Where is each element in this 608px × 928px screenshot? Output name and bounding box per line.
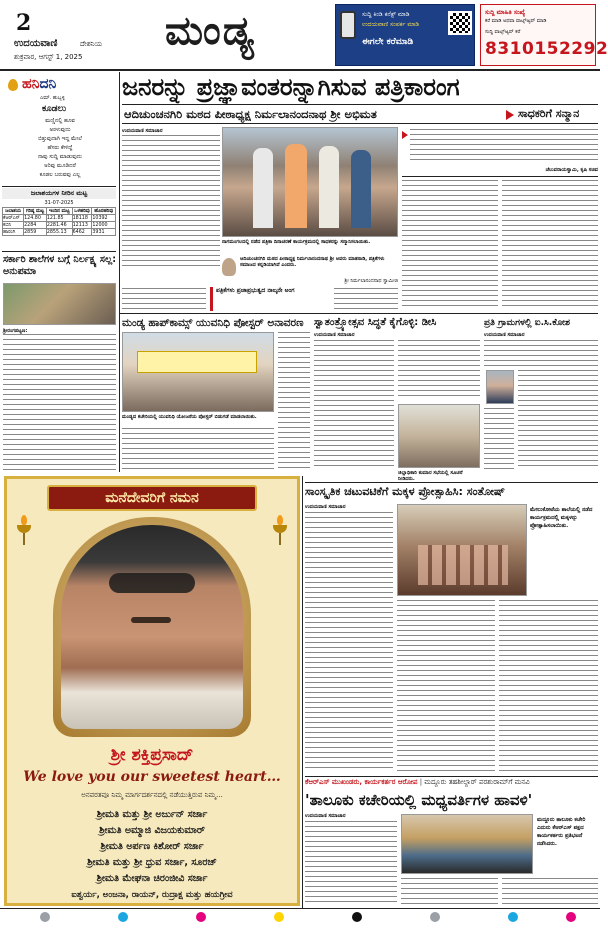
obituary-ad (4, 476, 300, 906)
registration-mark (40, 912, 50, 922)
reservoir-title: ಜಲಾಶಯಗಳ ನೀರಿನ ಮಟ್ಟ (2, 188, 116, 199)
deceased-name: ಶ್ರೀ ಶಕ್ತಿಪ್ರಸಾದ್ (110, 745, 194, 765)
family-member: ಶ್ರೀಮತಿ ಮತ್ತು ಶ್ರೀ ಧ್ರುವ ಸರ್ಜಾ, ಸೂರಜ್ (87, 857, 217, 868)
culture-headline: ಸಾಂಸ್ಕೃತಿಕ ಚಟುವಟಿಕೆಗೆ ಮಕ್ಕಳ ಪ್ರೋತ್ಸಾಹಿಸಿ: ಸಂತೋಷ್ (305, 485, 505, 498)
registration-mark (508, 912, 518, 922)
table-cell: 3931 (92, 229, 116, 236)
dc-caption: ಜಿಲ್ಲಾಧಿಕಾರಿ ಕುಮಾರ ಸಭೆಯಲ್ಲಿ ಸೂಚನೆ ನೀಡಿದರು. (398, 470, 463, 482)
portrait-photo (61, 525, 243, 729)
district-name: ಮಂಡ್ಯ (165, 8, 256, 54)
dc-photo (398, 404, 480, 468)
poem-lines (6, 117, 114, 180)
table-header: ಒಳಹರಿವು (72, 208, 92, 215)
honey-title-b: ದನಿ (39, 76, 57, 92)
main-subheadline: ಆದಿಚುಂಚನಗಿರಿ ಮಠದ ಪೀಠಾಧ್ಯಕ್ಷ ನಿರ್ಮಲಾನಂದನಾಥ ಶ್ರೀ ಅಭಿಮತ (124, 107, 377, 121)
family-member: ಶ್ರೀಮತಿ ಅಮ್ಮಾಜಿ ವಿಜಯಕುಮಾರ್ (99, 825, 205, 836)
edition-label: ದೇಶನಿಯ (80, 40, 103, 48)
table-row (3, 222, 116, 229)
qr-code-icon (448, 11, 472, 35)
phone-icon (340, 11, 356, 39)
pull-quote: ಪತ್ರಿಕೆಗಳು ಪ್ರಜಾಪ್ರಭುತ್ವದ ನಾಲ್ಕನೇ ಅಂಗ (216, 287, 295, 294)
honey-title (22, 76, 56, 92)
portrait-frame (53, 517, 251, 737)
ad1-line2: ಉದಯವಾಣಿ ಸಂಪರ್ಕ ಮಾಡಿ (362, 21, 419, 28)
ad1-line3: ಈಗಲೇ ಕರೆಮಾಡಿ (362, 37, 414, 47)
table-cell: 2284 (24, 222, 47, 229)
puja-caption: ಮಂಡ್ಯದ ಕಚೇರಿಯಲ್ಲಿ ಯುವನಿಧಿ ಯೋಜನೆಯ ಪೋಸ್ಟರ್ ಬಿಡುಗಡೆ ಮಾಡಲಾಯಿತು. (122, 414, 257, 420)
ic-byline: ಉದಯವಾಣಿ ಸಮಾಚಾರ (484, 332, 525, 338)
puja-headline: ಮಂಡ್ಯ ಹಾಪ್‌ಕಾಮ್ಸ್ ಯುವನಿಧಿ ಪೋಸ್ಟರ್ ಅನಾವರಣ (122, 317, 304, 329)
pull-quote-box (210, 287, 330, 311)
dc-headline: ಸ್ವಾತಂತ್ರ್ಯೋತ್ಸವ ಸಿದ್ಧತೆ ಕೈಗೊಳ್ಳಿ: ಡೀಸಿ (314, 317, 437, 328)
sidebar-byline: ಚೆಲುವರಾಯಸ್ವಾಮಿ, ಕೃಷಿ ಸಚಿವ (545, 167, 598, 173)
honey-box (0, 73, 118, 185)
col1-dateline: ಶ್ರೀರಂಗಪಟ್ಟಣ: (3, 328, 28, 334)
date-line: ಶುಕ್ರವಾರ, ಆಗಸ್ಟ್ 1, 2025 (14, 53, 83, 61)
table-cell: ಹಾರಂಗಿ (3, 229, 24, 236)
registration-mark (118, 912, 128, 922)
registration-mark (274, 912, 284, 922)
table-header: ಹೊರಹರಿವು (92, 208, 116, 215)
main-subheadline-bar (122, 104, 598, 124)
poem-line: ಅರಿವು ಮೂಡಿದರೆ (44, 163, 76, 169)
table-header: ಗರಿಷ್ಠ ಮಟ್ಟ (24, 208, 47, 215)
poem-line: ಅರಳುವುದು (49, 127, 71, 133)
culture-caption: ಮೇಲುಕೋಟೆಯ ಶಾಲೆಯಲ್ಲಿ ನಡೆದ ಕಾರ್ಯಕ್ರಮದಲ್ಲಿ ಮಕ್ಕಳನ್ನು ಪ್ರೋತ್ಸಾಹಿಸಲಾಯಿತು. (530, 507, 593, 529)
phone-caption: ಸುದ್ದಿ ವಾಟ್ಸ್ಆ್ಯಪ್ ಕರೆ (485, 29, 521, 35)
masthead-ad-1 (335, 4, 475, 66)
main-photo (222, 127, 398, 237)
registration-mark (430, 912, 440, 922)
table-cell: 2859 (24, 229, 47, 236)
bottom-kicker-red: ಕೆಆರ್‌ಎಸ್ ಮುಖಂಡರು, ಕಾರ್ಯಕರ್ತರ ಆರೋಪ (305, 778, 418, 786)
family-list (7, 807, 297, 903)
registration-mark (196, 912, 206, 922)
culture-photo (397, 504, 527, 596)
table-cell: 121.85 (46, 215, 72, 222)
sidebar-bullet-icon (402, 131, 408, 139)
ic-headline: ಪ್ರತಿ ಗ್ರಾಮಗಳಲ್ಲಿ ಐ.ಸಿ.ಕೋಶ (484, 318, 570, 328)
poem-line: ನಾವು ಸುದ್ದಿ ಮಾಡುವುದು (38, 154, 82, 160)
table-cell: 18118 (72, 215, 92, 222)
tag-arrow-icon (506, 110, 514, 120)
table-cell: 6462 (72, 229, 92, 236)
quote-byline: ಶ್ರೀ ನಿರ್ಮಲಾನಂದನಾಥ ಸ್ವಾಮೀಜಿ (344, 278, 398, 284)
page-number: 2 (16, 10, 32, 36)
obituary-title: ಮನೆದೇವರಿಗೆ ನಮನ (105, 490, 199, 506)
oil-lamp-right-icon (273, 515, 287, 545)
masthead-ad-2 (480, 4, 608, 66)
culture-byline: ಉದಯವಾಣಿ ಸಮಾಚಾರ (305, 504, 346, 510)
table-cell: 2855.13 (46, 229, 72, 236)
masthead (0, 0, 608, 70)
bottom-byline: ಉದಯವಾಣಿ ಸಮಾಚಾರ (305, 813, 346, 819)
registration-mark (566, 912, 576, 922)
quote-text: ಆದಿಚುಂಚನಗಿರಿ ಮಠದ ಪೀಠಾಧ್ಯಕ್ಷ ನಿರ್ಮಲಾನಂದನಾಥ ಶ್ರೀ ಅವರು ಮಾತನಾಡಿ, ಪತ್ರಿಕೆಗಳು ಸಮಾಜದ ಕನ್ನಡಿಯಾಗಿವೆ ಎಂದರು. (240, 256, 385, 268)
bottom-caption: ಮದ್ದೂರು ತಾಲೂಕು ಕಚೇರಿ ಎದುರು ಕೆಆರ್‌ಎಸ್ ಪಕ್ಷದ ಕಾರ್ಯಕರ್ತರು ಪ್ರತಿಭಟನೆ ನಡೆಸಿದರು. (537, 817, 586, 847)
registration-mark (352, 912, 362, 922)
table-header: ಇಂದಿನ ಮಟ್ಟ (46, 208, 72, 215)
main-tag: ಸಾಧಕರಿಗೆ ಸನ್ಮಾನ (518, 107, 580, 120)
puja-photo (122, 332, 274, 412)
table-header-row (3, 208, 116, 215)
poem-line: ಮಣ್ಣಿನಲ್ಲಿ ಹೂವ (45, 118, 75, 124)
honey-logo-icon (8, 79, 18, 91)
bottom-photo (401, 814, 533, 874)
table-cell: 10392 (92, 215, 116, 222)
table-row (3, 215, 116, 222)
poem-title: ಕೂಡಲು (42, 104, 67, 114)
ad1-line1: ಸುದ್ದಿ ಕಿಂಡಿ ಕನೆಕ್ಟ್ ಮಾಡಿ (362, 11, 410, 18)
ad2-line1: ಸುದ್ದಿ ಮಾಹಿತಿ ಸಂಖ್ಯೆ (485, 9, 526, 16)
main-sidebar (402, 127, 598, 175)
poem-line: ಕೂಡಲ ಬರುವವು ಎಲ್ಲ (39, 172, 81, 178)
phone-number: 8310152292 (485, 39, 608, 59)
family-member: ಶ್ರೀಮತಿ ಮತ್ತು ಶ್ರೀ ಅರ್ಜುನ್ ಸರ್ಜಾ (96, 809, 208, 820)
table-cell: 12000 (92, 222, 116, 229)
col1-photo (3, 283, 116, 325)
reservoir-table (2, 207, 116, 236)
table-cell: 2281.46 (46, 222, 72, 229)
table-cell: ಕೆಆರ್‌ಎಸ್ (3, 215, 24, 222)
main-photo-caption: ನಾಗಮಂಗಲದಲ್ಲಿ ನಡೆದ ಪತ್ರಿಕಾ ದಿನಾಚರಣೆ ಕಾರ್ಯಕ್ರಮದಲ್ಲಿ ಸಾಧಕರನ್ನು ಸನ್ಮಾನಿಸಲಾಯಿತು. (222, 239, 371, 245)
family-member: ಶ್ರೀಮತಿ ಮೇಘನಾ ಚಿರಂಜೀವಿ ಸರ್ಜಾ (96, 873, 208, 884)
poem-line: ಬಿತ್ತುವುದಾಗಿ ಇದ್ದ ಮೇಲೆ (38, 136, 82, 142)
bottom-kicker (305, 778, 598, 789)
bottom-kicker-rest: ಮದ್ದೂರು ತಹಶೀಲ್ದಾರ್ ಪರಶುರಾಮ್‌ಗೆ ಮನವಿ (424, 778, 530, 786)
honey-title-a: ಹನಿ (22, 76, 40, 92)
family-member: ಶ್ರೀಮತಿ ಅರ್ಪಣ ಕಿಶೋರ್ ಸರ್ಜಾ (100, 841, 204, 852)
main-quote (122, 256, 398, 286)
obituary-title-bar (47, 485, 257, 511)
oil-lamp-left-icon (17, 515, 31, 545)
obituary-subline: ಅನವರತವೂ ನಿಮ್ಮ ಮಾರ್ಗದರ್ಶನದಲ್ಲಿ ನಡೆಯುತ್ತಿರುವ ನಿಮ್ಮ... (81, 791, 223, 799)
main-dateline: ಉದಯವಾಣಿ ಸಮಾಚಾರ (122, 128, 163, 134)
kicker-separator: | (419, 778, 423, 786)
table-cell: 124.80 (24, 215, 47, 222)
quote-portrait-icon (222, 258, 236, 276)
table-cell: ಕಬಿನಿ (3, 222, 24, 229)
dc-byline: ಉದಯವಾಣಿ ಸಮಾಚಾರ (314, 332, 355, 338)
family-member: ಐಶ್ವರ್ಯ, ಅಂಜನಾ, ರಾಯನ್, ರುದ್ರಾಕ್ಷ ಮತ್ತು ಹಯಗ್ರೀವ (71, 890, 233, 900)
table-cell: 12113 (72, 222, 92, 229)
main-headline: ಜನರನ್ನು ಪ್ರಜ್ಞಾವಂತರನ್ನಾಗಿಸುವ ಪತ್ರಿಕಾರಂಗ (122, 73, 460, 101)
bottom-headline: 'ತಾಲೂಕು ಕಚೇರಿಯಲ್ಲಿ ಮಧ್ಯವರ್ತಿಗಳ ಹಾವಳಿ' (305, 791, 533, 809)
ad2-line2: ಕರೆ ಮಾಡಿ ಅಥವಾ ವಾಟ್ಸ್ಆ್ಯಪ್ ಮಾಡಿ (485, 18, 547, 24)
paper-name: ಉದಯವಾಣಿ (14, 38, 58, 49)
poem-line: ಹೆಸರು ಕೇಳಿದ್ದೆ (47, 145, 73, 151)
honey-byline: ಎಮ್. ಹುಬ್ಬಳ್ಳಿ (40, 95, 65, 101)
reservoir-date: 31-07-2025 (44, 200, 74, 206)
ic-photo (486, 370, 514, 404)
obituary-tagline: We love you our sweetest heart… (23, 769, 281, 785)
reservoir-box (2, 188, 116, 248)
col1-headline: ಸರ್ಕಾರಿ ಶಾಲೆಗಳ ಬಗ್ಗೆ ನಿರ್ಲಕ್ಷ್ಯ ಸಲ್ಲ: ಅನುಪಮಾ (3, 254, 117, 277)
table-header: ಜಲಾಶಯ (3, 208, 24, 215)
table-row (3, 229, 116, 236)
